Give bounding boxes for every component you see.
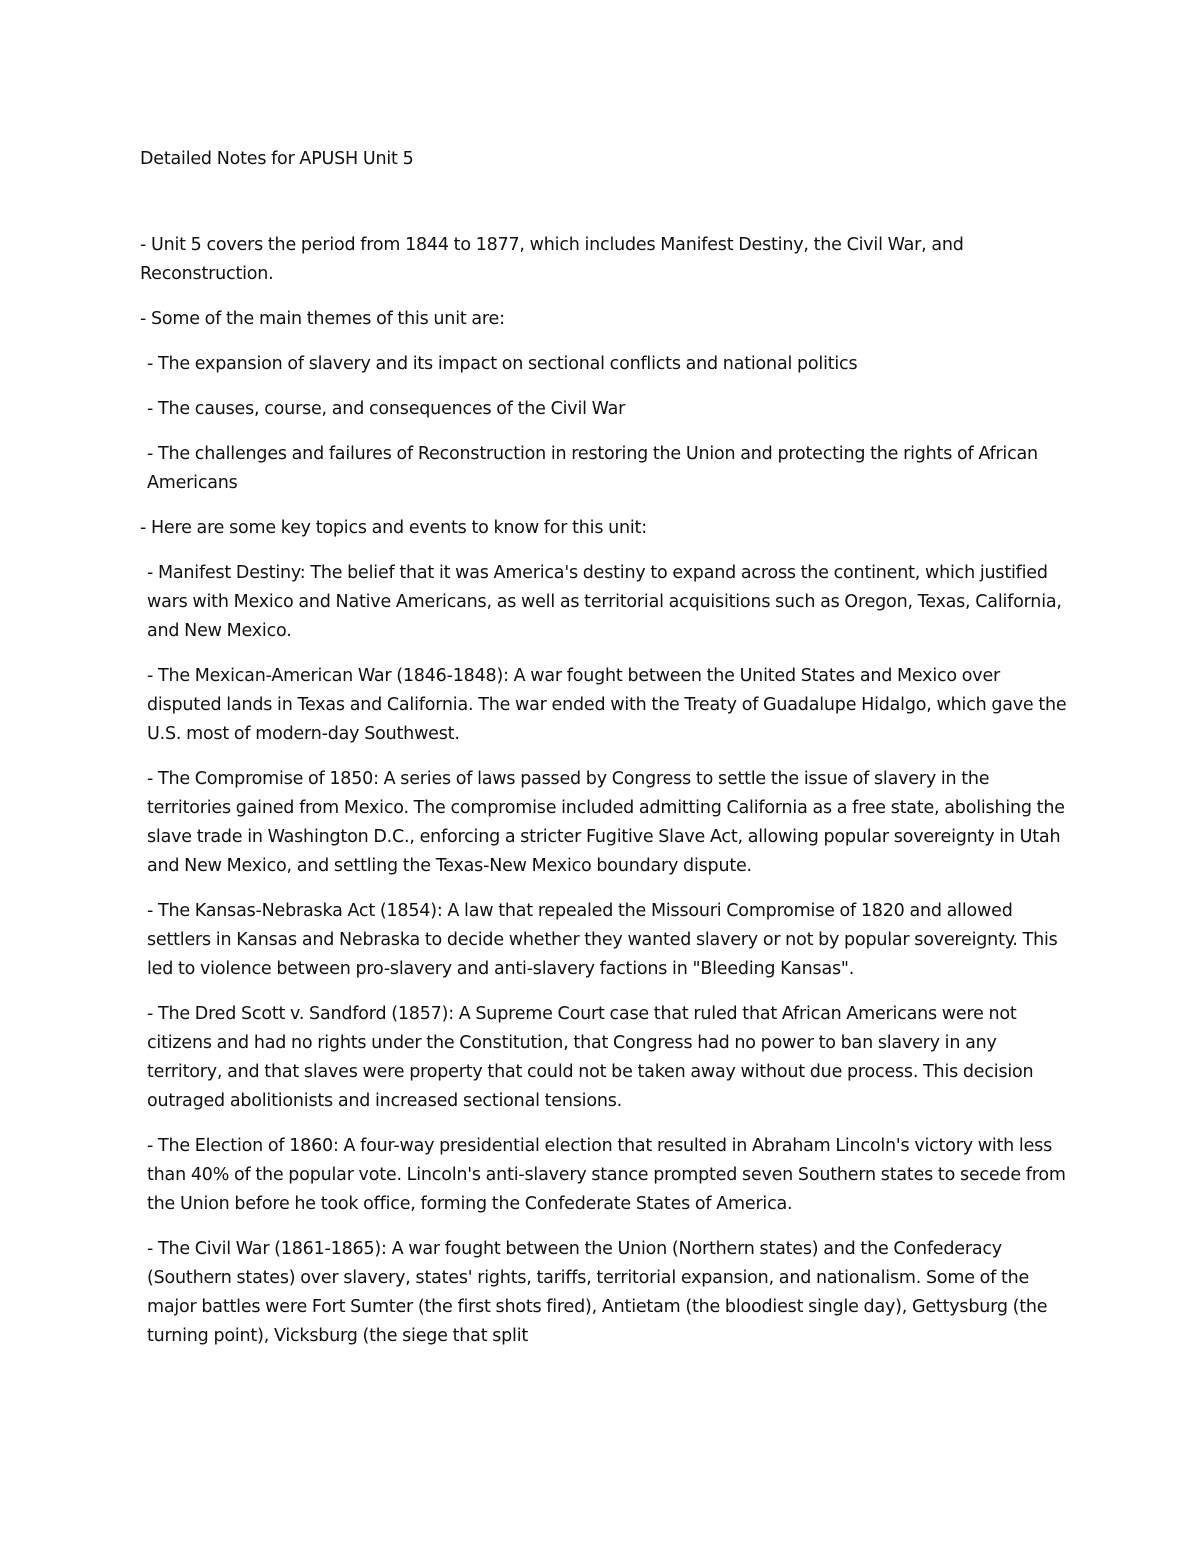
topic-civil-war: - The Civil War (1861-1865): A war fought between the Union (Northern states) and the Confederacy (Southern states) over slavery, states' rights, tariffs, territorial expansion, and nationalism. Some of the major battles were Fort Sumter (the first shots fired), Antietam (the bloodiest single day), Gettysburg (the turning point), Vicksburg (the siege that split <box>147 1239 1048 1346</box>
theme-reconstruction: - The challenges and failures of Reconstruction in restoring the Union and protecting the rights of African Americans <box>147 444 1038 493</box>
topic-kansas-nebraska-act: - The Kansas-Nebraska Act (1854): A law that repealed the Missouri Compromise of 1820 and allowed settlers in Kansas and Nebraska to decide whether they wanted slavery or not by popular sovereignty. This led to violence between pro-slavery and anti-slavery factions in "Bleeding Kansas". <box>147 901 1058 979</box>
document-title: Detailed Notes for APUSH Unit 5 <box>140 149 414 169</box>
document-content <box>140 145 1070 1367</box>
theme-civil-war: - The causes, course, and consequences of the Civil War <box>147 399 626 419</box>
topic-manifest-destiny: - Manifest Destiny: The belief that it was America's destiny to expand across the continent, which justified wars with Mexico and Native Americans, as well as territorial acquisitions such as Oregon, Texas, California, and New Mexico. <box>147 563 1062 641</box>
paragraph-unit-overview: - Unit 5 covers the period from 1844 to 1877, which includes Manifest Destiny, the Civil War, and Reconstruction. <box>140 235 964 284</box>
topic-election-of-1860: - The Election of 1860: A four-way presidential election that resulted in Abraham Lincoln's victory with less than 40% of the popular vote. Lincoln's anti-slavery stance prompted seven Southern states to secede from the Union before he took office, forming the Confederate States of America. <box>147 1136 1066 1214</box>
topic-compromise-of-1850: - The Compromise of 1850: A series of laws passed by Congress to settle the issue of slavery in the territories gained from Mexico. The compromise included admitting California as a free state, abolishing the slave trade in Washington D.C., enforcing a stricter Fugitive Slave Act, allowing popular sovereignty in Utah and New Mexico, and settling the Texas-New Mexico boundary dispute. <box>147 769 1065 876</box>
topic-dred-scott: - The Dred Scott v. Sandford (1857): A Supreme Court case that ruled that African Americans were not citizens and had no rights under the Constitution, that Congress had no power to ban slavery in any territory, and that slaves were property that could not be taken away without due process. This decision outraged abolitionists and increased sectional tensions. <box>147 1004 1034 1111</box>
topic-mexican-american-war: - The Mexican-American War (1846-1848): A war fought between the United States and Mexico over disputed lands in Texas and California. The war ended with the Treaty of Guadalupe Hidalgo, which gave the U.S. most of modern-day Southwest. <box>147 666 1067 744</box>
paragraph-main-themes: - Some of the main themes of this unit are: <box>140 309 505 329</box>
theme-expansion-of-slavery: - The expansion of slavery and its impact on sectional conflicts and national politics <box>147 354 858 374</box>
paragraph-key-topics: - Here are some key topics and events to know for this unit: <box>140 518 647 538</box>
document-body <box>140 231 1070 1351</box>
